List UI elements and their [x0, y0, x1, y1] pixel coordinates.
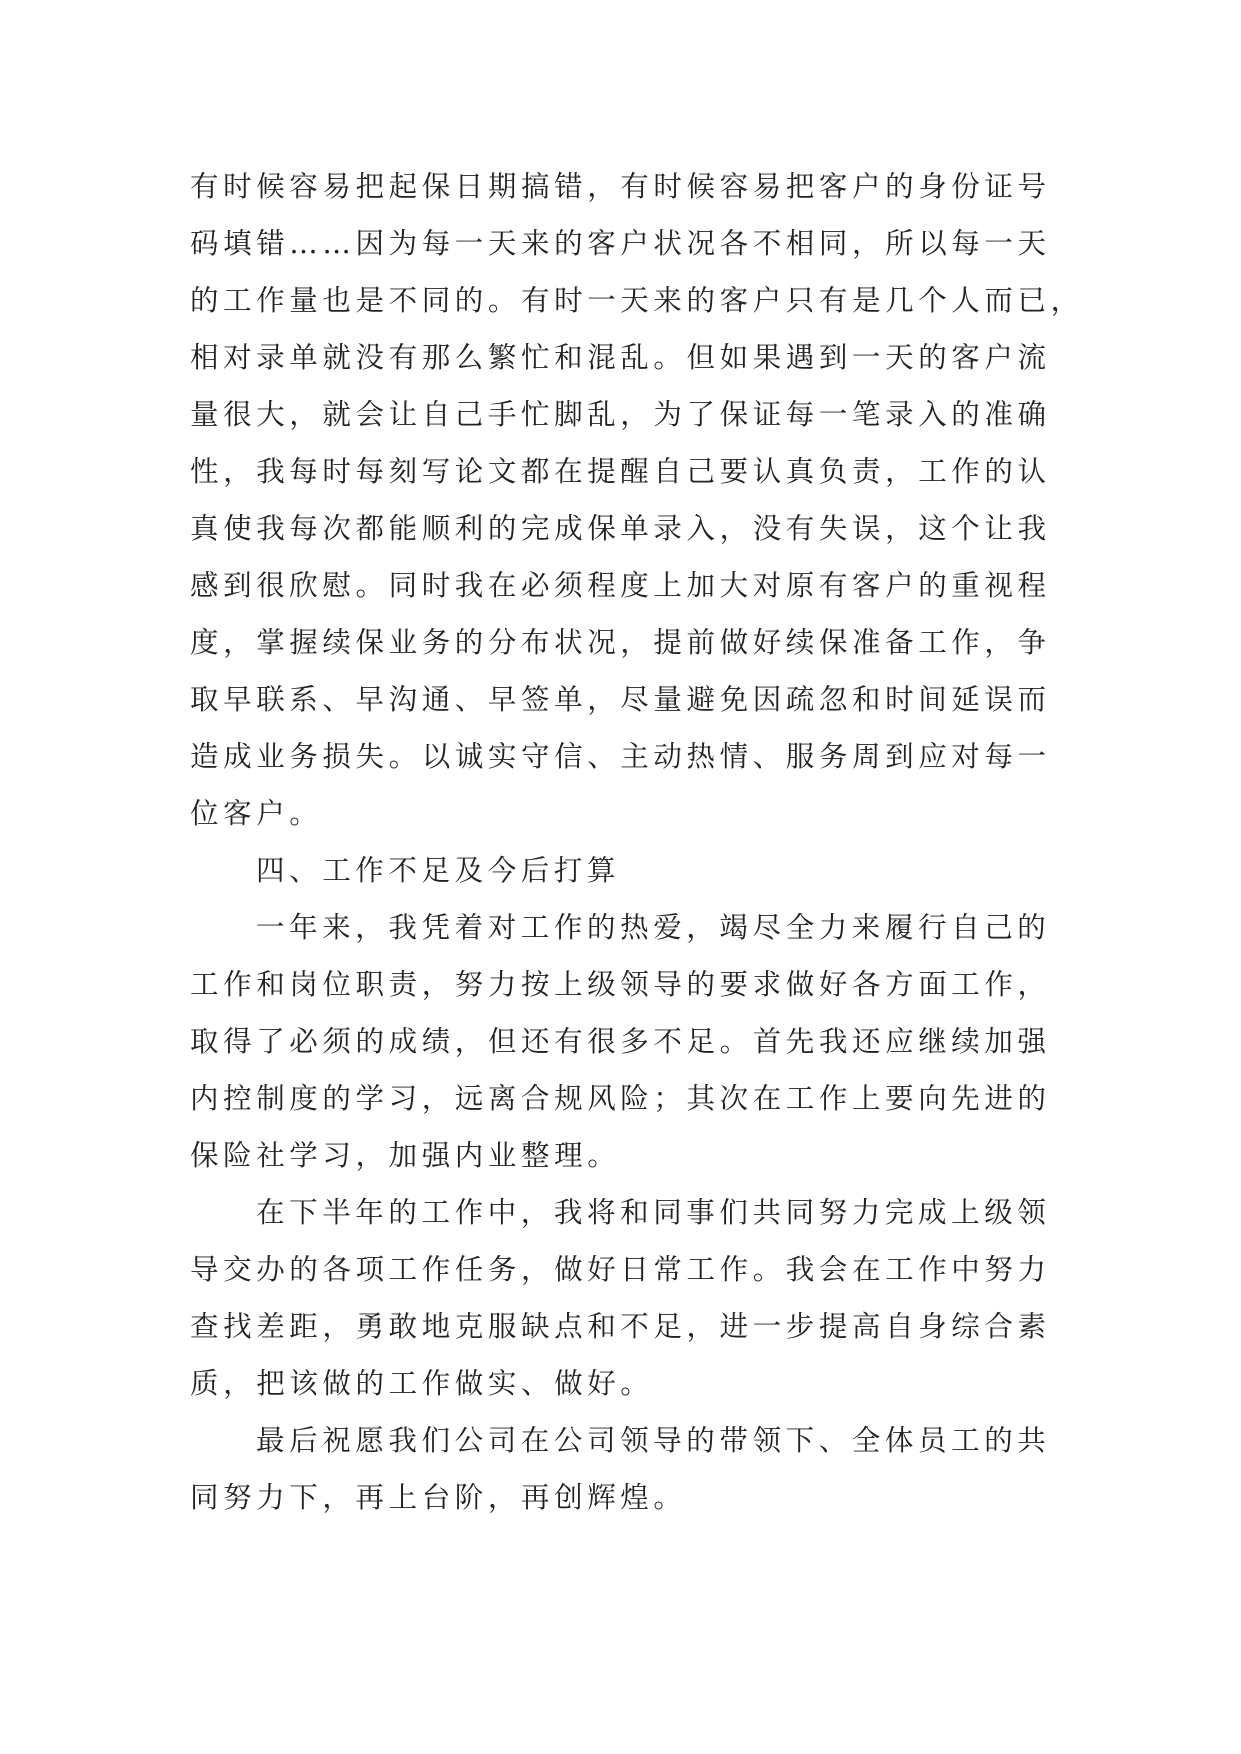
text-line: 性，我每时每刻写论文都在提醒自己要认真负责，工作的认 [190, 455, 1051, 488]
text-line: 内控制度的学习，远离合规风险；其次在工作上要向先进的 [190, 1082, 1051, 1115]
text-line: 导交办的各项工作任务，做好日常工作。我会在工作中努力 [190, 1253, 1051, 1286]
text-line: 取得了必须的成绩，但还有很多不足。首先我还应继续加强 [190, 1025, 1051, 1058]
text-line: 最后祝愿我们公司在公司领导的带领下、全体员工的共 [256, 1424, 1051, 1457]
text-line: 一年来，我凭着对工作的热爱，竭尽全力来履行自己的 [256, 911, 1051, 944]
text-line: 位客户。 [190, 797, 323, 830]
text-line: 有时候容易把起保日期搞错，有时候容易把客户的身份证号 [190, 170, 1051, 203]
text-line: 量很大，就会让自己手忙脚乱，为了保证每一笔录入的准确 [190, 398, 1051, 431]
text-line: 码填错……因为每一天来的客户状况各不相同，所以每一天 [190, 227, 1051, 260]
section-heading: 四、工作不足及今后打算 [256, 854, 621, 887]
text-line: 工作和岗位职责，努力按上级领导的要求做好各方面工作， [190, 968, 1051, 1001]
text-line: 真使我每次都能顺利的完成保单录入，没有失误，这个让我 [190, 512, 1051, 545]
text-line: 查找差距，勇敢地克服缺点和不足，进一步提高自身综合素 [190, 1310, 1051, 1343]
text-line: 同努力下，再上台阶，再创辉煌。 [190, 1481, 687, 1514]
text-line: 取早联系、早沟通、早签单，尽量避免因疏忽和时间延误而 [190, 683, 1051, 716]
body-text [190, 158, 1090, 1526]
text-line: 度，掌握续保业务的分布状况，提前做好续保准备工作，争 [190, 626, 1051, 659]
text-line: 质，把该做的工作做实、做好。 [190, 1367, 654, 1400]
text-line: 保险社学习，加强内业整理。 [190, 1139, 621, 1172]
text-line: 造成业务损失。以诚实守信、主动热情、服务周到应对每一 [190, 740, 1051, 773]
text-line: 感到很欣慰。同时我在必须程度上加大对原有客户的重视程 [190, 569, 1051, 602]
text-line: 相对录单就没有那么繁忙和混乱。但如果遇到一天的客户流 [190, 341, 1051, 374]
text-line: 的工作量也是不同的。有时一天来的客户只有是几个人而已， [190, 284, 1084, 317]
text-line: 在下半年的工作中，我将和同事们共同努力完成上级领 [256, 1196, 1051, 1229]
